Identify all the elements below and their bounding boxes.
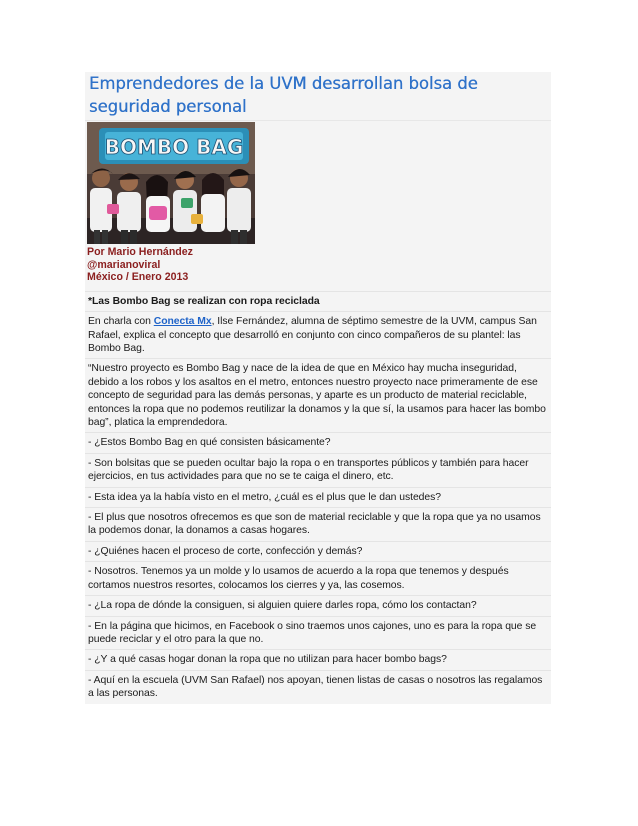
intro-text-end: , Ilse Fernández, alumna de séptimo semestre de la UVM, campus San Rafael, explica el concepto que desarrolló en conjunto con cinco compañeros de su plantel: las Bombo Bag. bbox=[88, 316, 537, 354]
paragraph: “Nuestro proyecto es Bombo Bag y nace de la idea de que en México hay mucha inseguridad, debido a los robos y los asaltos en el metro, entonces nuestro proyecto nace primeramente de ese concepto de seguridad para las demás personas, y aparte es un producto de material reciclable, entonces la ropa que no podemos reutilizar la donamos y la que sí, la usamos para hacer las bombo bag”, platica la emprendedora. bbox=[85, 358, 551, 432]
paragraph: - El plus que nosotros ofrecemos es que son de material reciclable y que la ropa que ya no usamos la podemos donar, la donamos a casas hogares. bbox=[85, 507, 551, 541]
paragraph: - Son bolsitas que se pueden ocultar bajo la ropa o en transportes públicos y también para hacer ejercicios, en tus actividades para que no se te caiga el dinero, etc. bbox=[85, 453, 551, 487]
paragraph: - Aquí en la escuela (UVM San Rafael) nos apoyan, tienen listas de casas o nosotros las regalamos a las personas. bbox=[85, 670, 551, 704]
paragraph: - ¿Y a qué casas hogar donan la ropa que no utilizan para hacer bombo bags? bbox=[85, 649, 551, 669]
paragraph: - ¿Quiénes hacen el proceso de corte, confección y demás? bbox=[85, 541, 551, 561]
article-headline: Emprendedores de la UVM desarrollan bolsa de seguridad personal bbox=[85, 72, 551, 121]
paragraph: - ¿La ropa de dónde la consiguen, si alguien quiere darles ropa, cómo los contactan? bbox=[85, 595, 551, 615]
article-panel bbox=[85, 72, 551, 704]
paragraph: - ¿Estos Bombo Bag en qué consisten básicamente? bbox=[85, 432, 551, 452]
conecta-mx-link[interactable]: Conecta Mx bbox=[153, 316, 212, 328]
paragraph: - Esta idea ya la había visto en el metro, ¿cuál es el plus que le dan ustedes? bbox=[85, 487, 551, 507]
article-subtitle: *Las Bombo Bag se realizan con ropa reciclada bbox=[85, 291, 551, 311]
byline-handle: @marianoviral bbox=[87, 258, 161, 271]
byline-dateline: México / Enero 2013 bbox=[87, 271, 189, 284]
byline bbox=[85, 246, 551, 284]
article-photo bbox=[87, 122, 255, 244]
group-photo-icon bbox=[87, 122, 255, 244]
byline-author: Por Mario Hernández bbox=[87, 246, 193, 258]
intro-paragraph bbox=[85, 311, 551, 358]
intro-text-start: En charla con bbox=[88, 316, 154, 328]
paragraph: - Nosotros. Tenemos ya un molde y lo usamos de acuerdo a la ropa que tenemos y después cortamos nuestros resortes, colocamos los cierres y ya, las cosemos. bbox=[85, 561, 551, 595]
photo-sign-text: BOMBO BAG bbox=[104, 135, 244, 159]
paragraph: - En la página que hicimos, en Facebook o sino traemos unos cajones, uno es para la ropa que se puede reciclar y el otro para la que no. bbox=[85, 616, 551, 650]
spacer bbox=[85, 284, 551, 291]
